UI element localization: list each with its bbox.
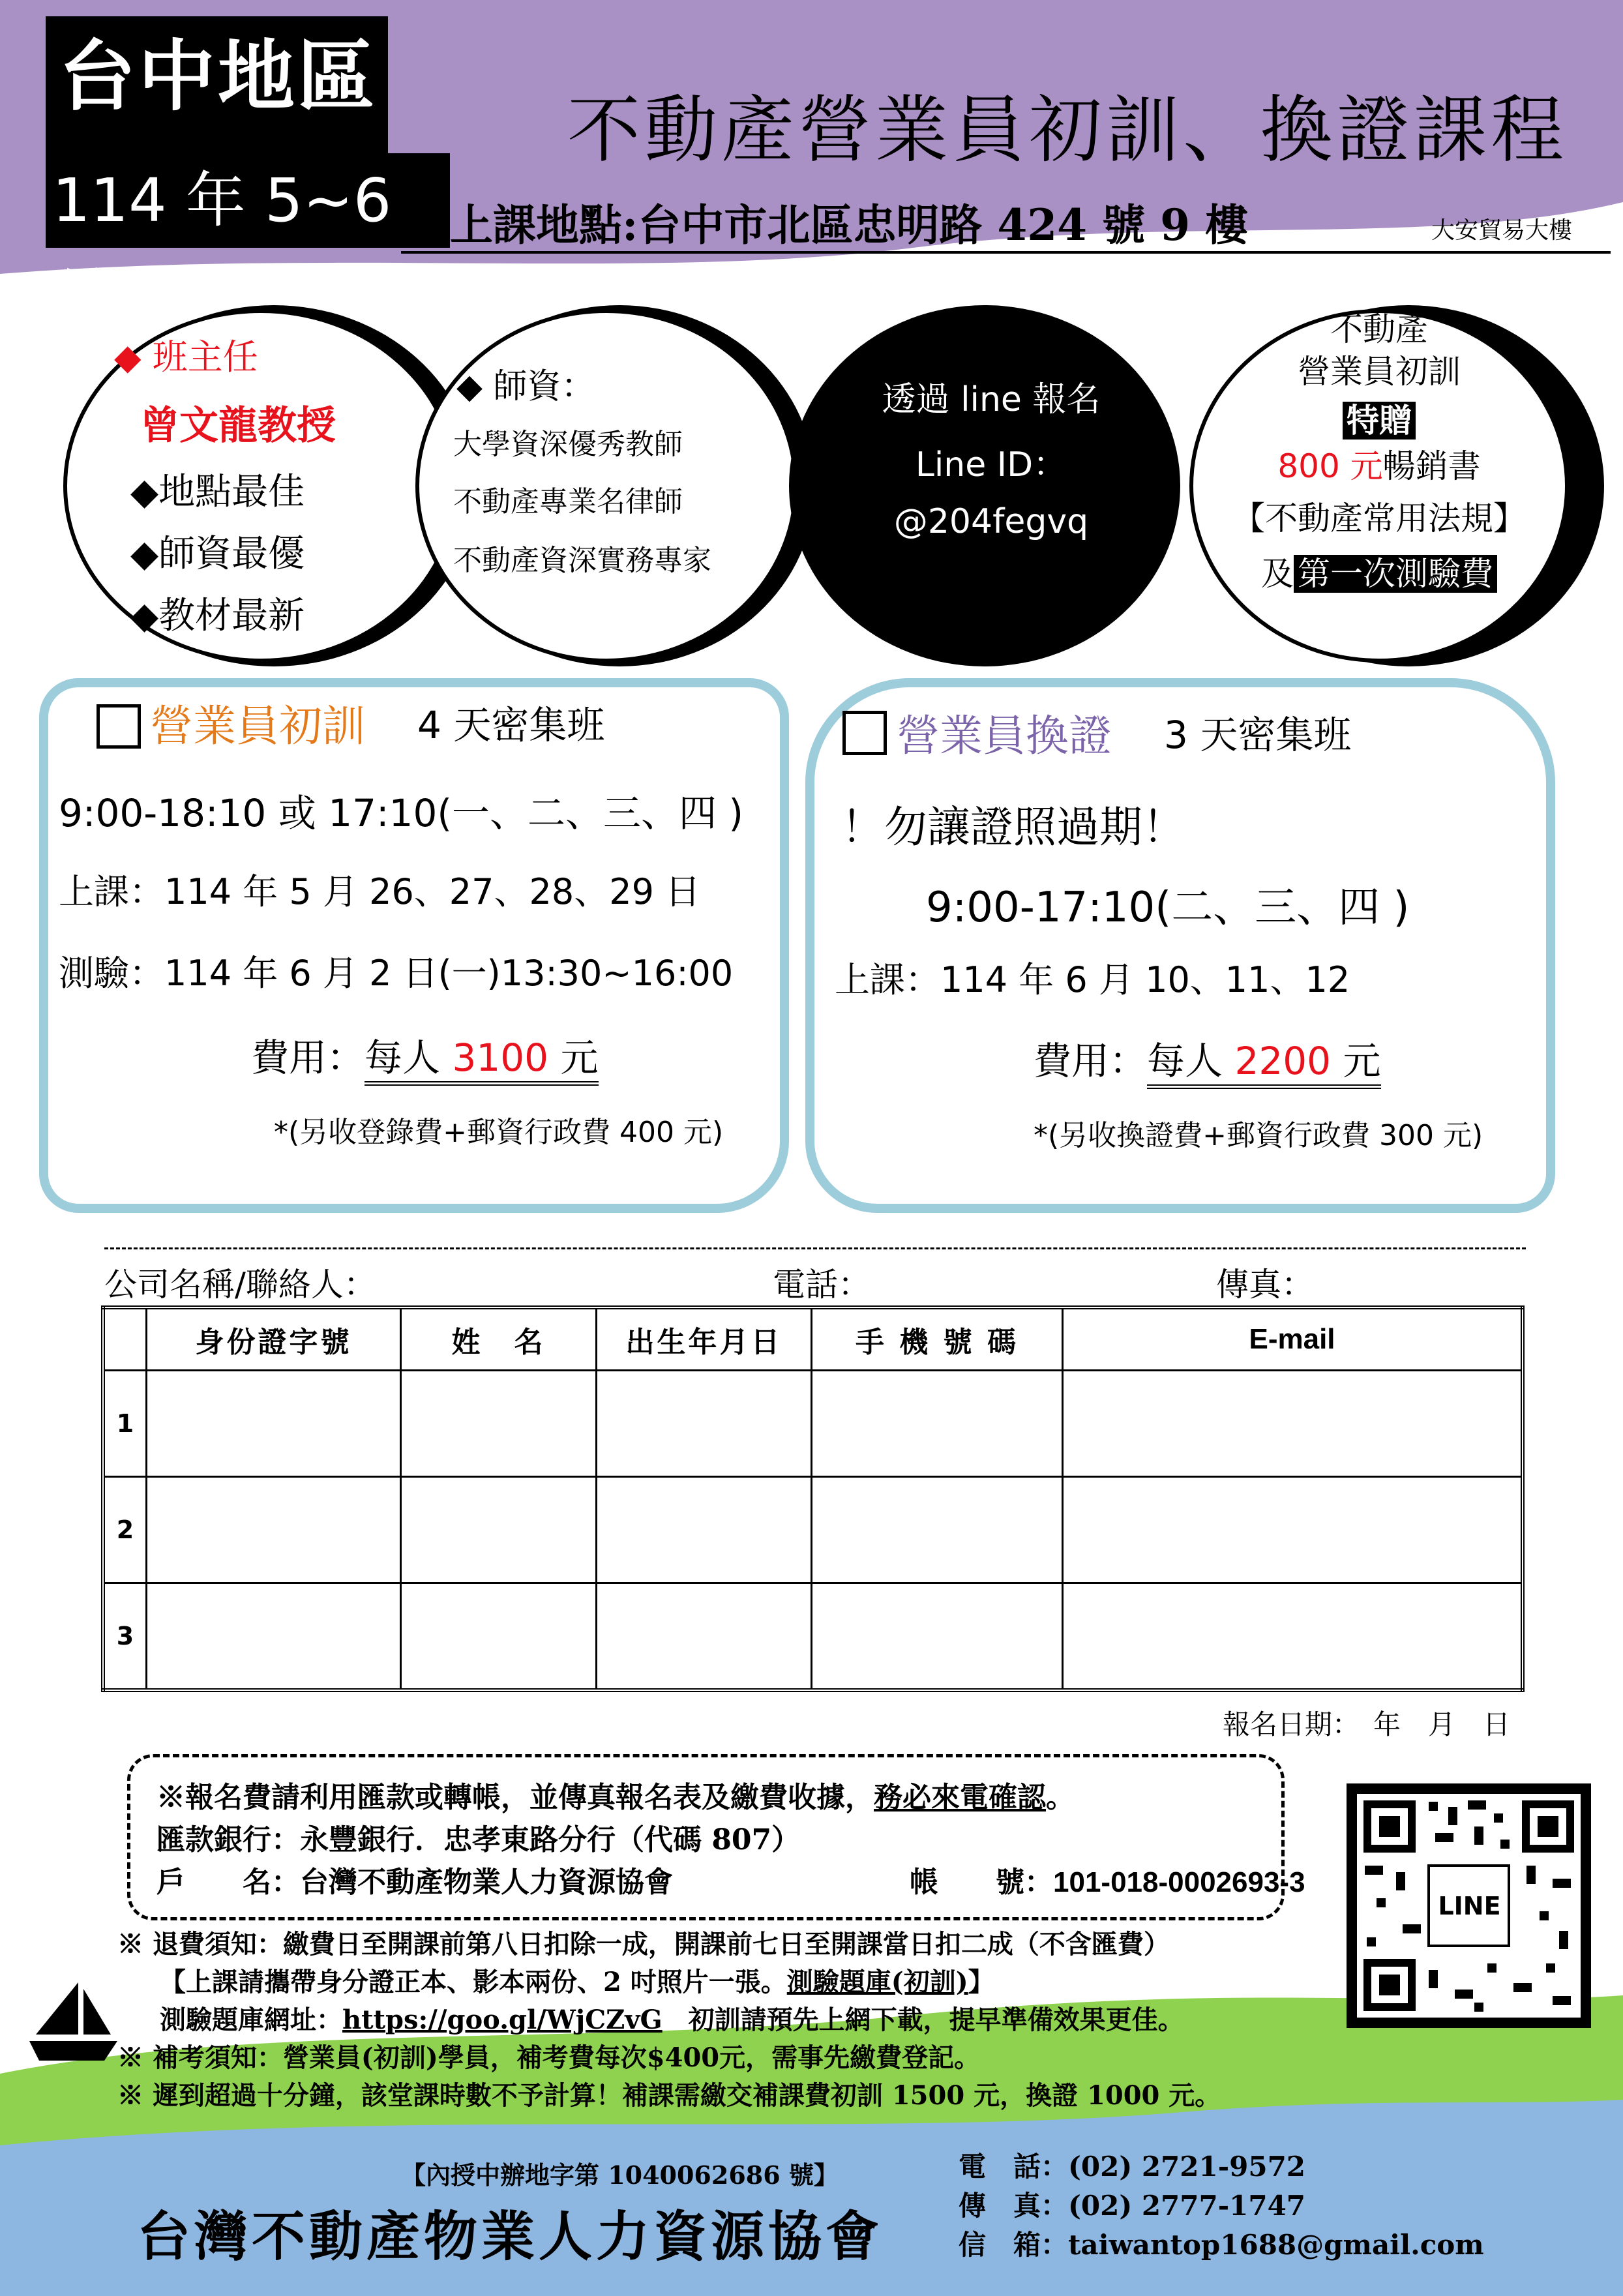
account-number: [910, 1858, 1305, 1900]
row-number: 2: [103, 1477, 147, 1583]
fee-value: [365, 1036, 599, 1086]
course-renewal-checkbox[interactable]: [842, 711, 887, 755]
course-renewal-warning: ！勿讓證照過期！: [841, 802, 1185, 852]
course-initial-checkbox[interactable]: [97, 704, 141, 749]
notice-period: 。: [1046, 1781, 1075, 1814]
registration-date: 報名日期： 年 月 日: [1223, 1708, 1511, 1740]
payment-notice: [156, 1774, 1075, 1815]
registration-table: [101, 1305, 1525, 1692]
email-cell[interactable]: [1063, 1477, 1523, 1583]
course-initial-dates: 上課：114 年 5 月 26、27、28、29 日: [59, 871, 701, 912]
row-number: 3: [103, 1583, 147, 1691]
name-cell[interactable]: [401, 1477, 597, 1583]
contact-phone: 電 話：(02) 2721-9572: [959, 2151, 1306, 2183]
course-initial-subtitle: 4 天密集班: [417, 703, 605, 747]
fee-label: 費用：: [1034, 1039, 1148, 1083]
table-header: [103, 1307, 1523, 1371]
fee-label: 費用：: [251, 1036, 365, 1080]
col-header: 姓 名: [401, 1307, 597, 1371]
course-renewal-fee-note: *(另收換證費+郵資行政費 300 元): [1034, 1119, 1483, 1152]
fee-per: 每人: [1147, 1039, 1223, 1083]
qr-line-label: LINE: [1438, 1892, 1501, 1920]
region-label: 台中地區: [59, 31, 378, 121]
fax-label: 傳真：: [1216, 1266, 1314, 1304]
line-signup-text: 透過 line 報名: [882, 380, 1101, 419]
fee-amount: 2200: [1234, 1039, 1332, 1083]
fee-unit: 元: [560, 1036, 599, 1080]
bring-text: 【上課請攜帶身分證正本、影本兩份、2 吋照片一張。: [160, 1967, 787, 1997]
email-cell[interactable]: [1063, 1371, 1523, 1477]
name-cell[interactable]: [401, 1583, 597, 1691]
url-hint: 初訓請預先上網下載，提早準備效果更佳。: [688, 2005, 1184, 2035]
course-renewal-fee: [1034, 1030, 1381, 1085]
page-title: 不動產營業員初訓、換證課程: [567, 88, 1568, 173]
course-initial-title: 營業員初訓: [150, 701, 365, 751]
director-label: ◆ 班主任: [114, 336, 258, 378]
col-header: E-mail: [1063, 1307, 1523, 1371]
url-note: [160, 1999, 1184, 2036]
feature-location: ◆地點最佳: [130, 471, 305, 513]
mobile-cell[interactable]: [812, 1583, 1063, 1691]
director-name: 曾文龍教授: [140, 403, 336, 449]
bring-close: 】: [968, 1967, 994, 1997]
company-label: 公司名稱/聯絡人：: [104, 1266, 376, 1304]
line-id-label: Line ID：: [915, 445, 1067, 485]
col-header: 手 機 號 碼: [812, 1307, 1063, 1371]
gift-line2: 營業員初訓: [1298, 353, 1461, 391]
notice-text: ※報名費請利用匯款或轉帳，並傳真報名表及繳費收據，: [156, 1781, 874, 1814]
makeup-note: ※ 補考須知：營業員(初訓)學員，補考費每次$400元，需事先繳費登記。: [117, 2042, 981, 2073]
gift-amount: 800 元: [1277, 447, 1383, 485]
fee-unit: 元: [1343, 1039, 1381, 1083]
location-underline: [401, 251, 1611, 254]
notice-confirm: 務必來電確認: [874, 1781, 1046, 1814]
mobile-cell[interactable]: [812, 1477, 1063, 1583]
course-renewal-dates: 上課：114 年 6 月 10、11、12: [835, 959, 1350, 1000]
account-name: 戶 名：台灣不動產物業人力資源協會: [156, 1866, 673, 1899]
name-cell[interactable]: [401, 1371, 597, 1477]
col-header: 身份證字號: [147, 1307, 401, 1371]
faculty-item: 大學資深優秀教師: [453, 428, 683, 461]
course-initial-schedule: 9:00-18:10 或 17:10(一、二、三、四 ): [59, 791, 744, 835]
line-id[interactable]: @204fegvq: [893, 502, 1089, 541]
question-bank-label: 測驗題庫(初訓): [786, 1967, 968, 1997]
gift-exam-line: [1206, 548, 1552, 595]
fee-value: [1147, 1039, 1381, 1089]
phone-label: 電話：: [773, 1266, 871, 1304]
id-cell[interactable]: [147, 1477, 401, 1583]
contact-fax: 傳 真：(02) 2777-1747: [959, 2190, 1306, 2222]
cut-line: [104, 1247, 1526, 1249]
organization-name: 台灣不動產物業人力資源協會: [137, 2205, 884, 2268]
col-header: [103, 1307, 147, 1371]
account-number-value: 101-018-0002693-3: [1053, 1866, 1305, 1898]
refund-note: ※ 退費須知：繳費日至開課前第八日扣除一成，開課前七日至開課當日扣二成（不含匯費）: [117, 1929, 1170, 1960]
course-renewal-subtitle: 3 天密集班: [1164, 713, 1352, 757]
fee-amount: 3100: [452, 1036, 549, 1080]
id-cell[interactable]: [147, 1583, 401, 1691]
building-name: 大安貿易大樓: [1431, 217, 1573, 244]
fee-per: 每人: [365, 1036, 441, 1080]
gift-title: 【不動產常用法規】: [1232, 499, 1526, 537]
period-label: 114 年 5~6 月: [46, 153, 450, 248]
col-header: 出生年月日: [597, 1307, 812, 1371]
table-row: [103, 1477, 1523, 1583]
gift-and: 及: [1261, 555, 1294, 593]
email-cell[interactable]: [1063, 1583, 1523, 1691]
contact-email[interactable]: 信 箱：taiwantop1688@gmail.com: [959, 2229, 1484, 2261]
birth-cell[interactable]: [597, 1477, 812, 1583]
gift-exam: 第一次測驗費: [1294, 555, 1497, 593]
location-text: 上課地點:台中市北區忠明路 424 號 9 樓: [450, 200, 1248, 250]
bank-info: 匯款銀行：永豐銀行．忠孝東路分行（代碼 807）: [156, 1823, 801, 1856]
id-cell[interactable]: [147, 1371, 401, 1477]
course-initial-fee-note: *(另收登錄費+郵資行政費 400 元): [274, 1116, 724, 1149]
gift-book: 暢銷書: [1382, 447, 1481, 485]
url-label: 測驗題庫網址：: [160, 2005, 342, 2035]
course-initial-exam: 測驗：114 年 6 月 2 日(一)13:30~16:00: [59, 953, 734, 994]
birth-cell[interactable]: [597, 1371, 812, 1477]
gift-special-label: 特贈: [1343, 402, 1416, 440]
table-row: [103, 1583, 1523, 1691]
faculty-item: 不動產專業名律師: [453, 485, 683, 518]
course-initial-fee: [251, 1027, 599, 1082]
birth-cell[interactable]: [597, 1583, 812, 1691]
bring-note: [160, 1961, 994, 1999]
faculty-label: ◆ 師資：: [456, 367, 595, 406]
gift-line1: 不動產: [1330, 310, 1428, 348]
late-note: ※ 遲到超過十分鐘，該堂課時數不予計算！補課需繳交補課費初訓 1500 元，換證 1000 元。: [117, 2080, 1221, 2111]
faculty-item: 不動產資深實務專家: [453, 544, 711, 577]
row-number: 1: [103, 1371, 147, 1477]
line-qr-code[interactable]: [1347, 1783, 1591, 2028]
question-bank-link[interactable]: https://goo.gl/WjCZvG: [342, 2005, 663, 2035]
course-renewal-schedule: 9:00-17:10(二、三、四 ): [926, 884, 1410, 932]
gift-offer: [1206, 440, 1552, 487]
permit-number: 【內授中辦地字第 1040062686 號】: [401, 2160, 839, 2190]
course-renewal-title: 營業員換證: [897, 711, 1112, 761]
table-row: [103, 1371, 1523, 1477]
account-number-label: 帳 號：: [910, 1866, 1053, 1899]
feature-faculty: ◆師資最優: [130, 533, 305, 575]
mobile-cell[interactable]: [812, 1371, 1063, 1477]
feature-materials: ◆教材最新: [130, 595, 305, 637]
gift-special: [1206, 395, 1552, 441]
